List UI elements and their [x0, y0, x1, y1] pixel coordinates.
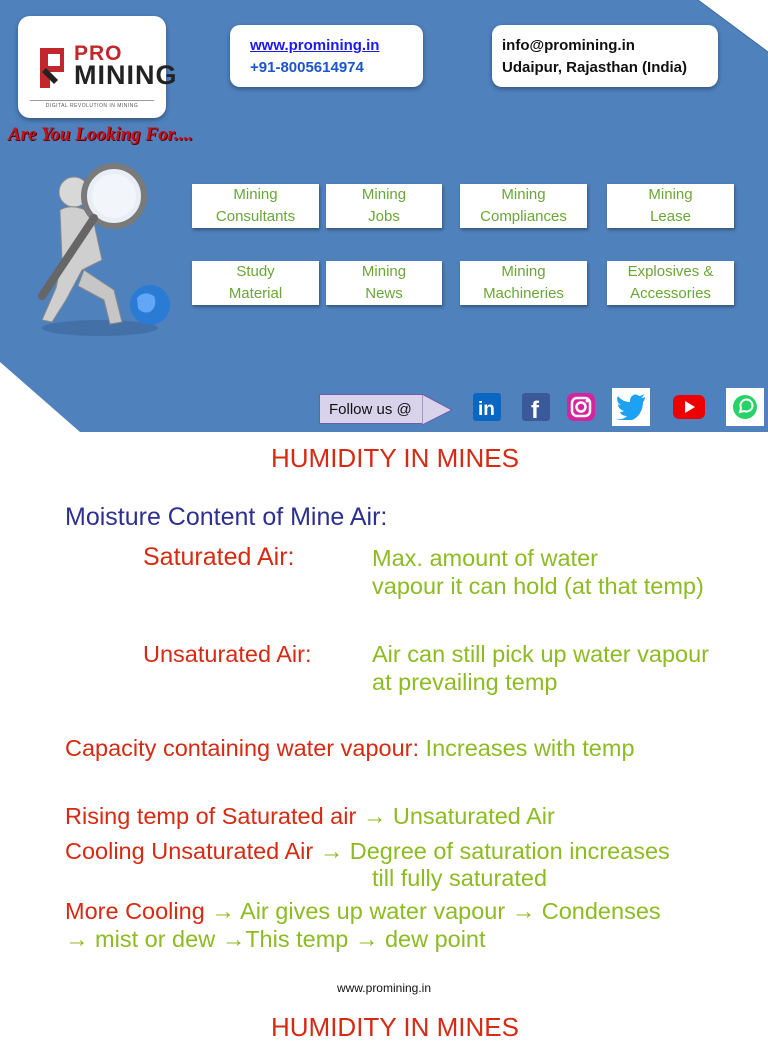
follow-arrow-icon: [422, 394, 454, 426]
rising-value: Unsaturated Air: [392, 803, 555, 829]
unsaturated-air-label: Unsaturated Air:: [143, 641, 312, 667]
instagram-icon[interactable]: [562, 388, 600, 426]
follow-us-label: Follow us @: [319, 394, 423, 424]
more-cooling-line: [65, 897, 661, 925]
whatsapp-icon[interactable]: [726, 388, 764, 426]
service-mining-news[interactable]: Mining News: [326, 261, 442, 305]
more-cooling-line2: [65, 925, 486, 953]
twitter-icon[interactable]: [612, 388, 650, 426]
more-cooling-value2: Condenses: [541, 898, 661, 924]
footer-website[interactable]: www.promining.in: [336, 981, 432, 995]
logo-mining-text: MINING: [74, 60, 178, 90]
unsaturated-air-desc-line2: at prevailing temp: [372, 669, 558, 695]
cooling-label: Cooling Unsaturated Air: [65, 838, 314, 864]
capacity-line: [65, 734, 635, 762]
svg-text:in: in: [478, 399, 495, 420]
saturated-air-desc-line1: Max. amount of water: [372, 545, 598, 571]
arrow-icon: →: [65, 926, 89, 952]
service-study-material[interactable]: Study Material: [192, 261, 319, 305]
cooling-value-line2: till fully saturated: [372, 865, 548, 891]
arrow-icon: →: [221, 926, 246, 952]
logo-pro-text: PRO: [74, 42, 123, 65]
arrow-icon: →: [211, 898, 235, 924]
service-mining-jobs[interactable]: Mining Jobs: [326, 184, 442, 228]
this-temp: This temp: [245, 926, 349, 952]
promining-logo[interactable]: [18, 16, 178, 118]
arrow-icon: →: [354, 926, 379, 952]
service-mining-compliances[interactable]: Mining Compliances: [460, 184, 587, 228]
arrow-icon: →: [319, 838, 344, 864]
arrow-icon: →: [511, 898, 536, 924]
saturated-air-label: Saturated Air:: [143, 543, 295, 571]
rising-temp-line: [65, 802, 555, 830]
arrow-icon: →: [362, 803, 387, 829]
magnifier-figure-illustration: [22, 150, 182, 340]
logo-mark-icon: [32, 44, 72, 92]
contact-box-web: [230, 25, 423, 87]
phone-number[interactable]: +91-8005614974: [250, 59, 364, 76]
logo-tagline: DIGITAL REVOLUTION IN MINING: [30, 100, 154, 109]
unsaturated-air-desc-line1: Air can still pick up water vapour: [372, 641, 709, 667]
facebook-icon[interactable]: [517, 388, 555, 426]
email-address[interactable]: info@promining.in: [502, 37, 635, 54]
dew-point: dew point: [384, 926, 486, 952]
rising-label: Rising temp of Saturated air: [65, 803, 357, 829]
more-cooling-value1: Air gives up water vapour: [240, 898, 506, 924]
next-slide-title-partial: HUMIDITY IN MINES: [271, 1012, 519, 1042]
linkedin-icon[interactable]: [468, 388, 506, 426]
mist-or-dew: mist or dew: [95, 926, 216, 952]
svg-text:f: f: [531, 397, 539, 421]
contact-box-email: [492, 25, 718, 87]
service-mining-consultants[interactable]: Mining Consultants: [192, 184, 319, 228]
saturated-air-desc-line2: vapour it can hold (at that temp): [372, 573, 704, 599]
more-cooling-label: More Cooling: [65, 898, 205, 924]
moisture-heading: Moisture Content of Mine Air:: [65, 503, 388, 531]
capacity-label: Capacity containing water vapour:: [65, 735, 420, 761]
capacity-value: Increases with temp: [425, 735, 635, 761]
service-mining-lease[interactable]: Mining Lease: [607, 184, 734, 228]
cooling-value-line1: Degree of saturation increases: [349, 838, 670, 864]
address-text: Udaipur, Rajasthan (India): [502, 59, 688, 76]
website-link[interactable]: www.promining.in: [250, 37, 380, 54]
looking-for-heading: Are You Looking For....: [8, 124, 193, 145]
cooling-line: [65, 837, 670, 865]
slide-title: HUMIDITY IN MINES: [271, 443, 519, 473]
service-mining-machineries[interactable]: Mining Machineries: [460, 261, 587, 305]
promo-banner: [0, 0, 768, 432]
service-explosives-accessories[interactable]: Explosives & Accessories: [607, 261, 734, 305]
youtube-icon[interactable]: [670, 388, 708, 426]
